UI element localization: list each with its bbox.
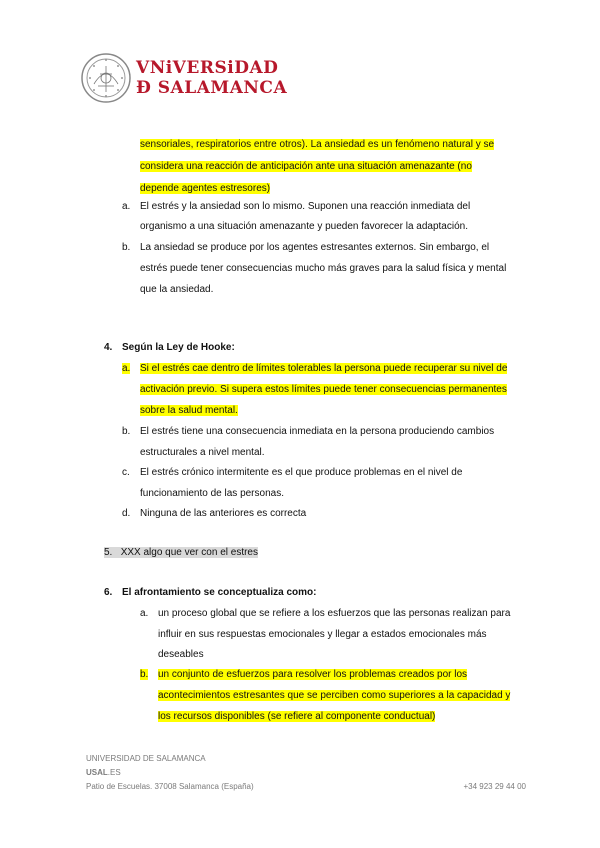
- option-line: estrés puede tener consecuencias mucho más graves para la salud física y mental: [140, 263, 507, 274]
- option-line: organismo a una situación amenazante y pueden favorecer la adaptación.: [140, 221, 468, 232]
- question-number: 6.: [104, 587, 113, 598]
- wordmark-line-2: Ð SALAMANCA: [136, 78, 288, 98]
- option-line: La ansiedad se produce por los agentes estresantes externos. Sin embargo, el: [140, 242, 490, 253]
- option-line: El estrés tiene una consecuencia inmediata en la persona produciendo cambios: [140, 426, 495, 437]
- question-5-line: [104, 546, 258, 560]
- question-number: 4.: [104, 342, 113, 353]
- option-line: un proceso global que se refiere a los esfuerzos que las personas realizan para: [158, 608, 511, 619]
- footer-phone: +34 923 29 44 00: [463, 782, 526, 791]
- question-number: 5.: [104, 547, 113, 558]
- question-text: Según la Ley de Hooke:: [122, 342, 235, 353]
- option-line: [158, 710, 435, 724]
- option-line: estructurales a nivel mental.: [140, 447, 265, 458]
- option-marker: c.: [122, 467, 130, 478]
- option-line-text: activación previo. Si supera estos límites puede tener consecuencias permanentes: [140, 384, 507, 395]
- option-marker: b.: [122, 242, 131, 253]
- option-line: [158, 689, 510, 703]
- university-seal-icon: [80, 52, 132, 104]
- option-marker: a.: [122, 201, 131, 212]
- continuation-line-1: [140, 138, 515, 152]
- continuation-text-3: depende agentes estresores): [140, 183, 271, 194]
- wordmark-line-1: VNiVERSiDAD: [136, 58, 279, 78]
- option-line: [140, 383, 507, 397]
- continuation-text-1: sensoriales, respiratorios entre otros). La ansiedad es un fenómeno natural y se: [140, 139, 495, 150]
- continuation-line-2: [140, 160, 472, 174]
- question-text: XXX algo que ver con el estres: [120, 547, 258, 558]
- option-marker: a.: [140, 608, 149, 619]
- option-line: Ninguna de las anteriores es correcta: [140, 508, 307, 519]
- option-line: [140, 362, 507, 376]
- option-line: funcionamiento de las personas.: [140, 488, 284, 499]
- option-line-text: sobre la salud mental.: [140, 405, 238, 416]
- page-footer: [86, 752, 526, 794]
- option-line-text: los recursos disponibles (se refiere al componente conductual): [158, 711, 436, 722]
- option-marker-text: b.: [140, 669, 149, 680]
- option-line-text: Si el estrés cae dentro de límites tolerables la persona puede recuperar su nivel de: [140, 363, 508, 374]
- footer-website-rest: .ES: [107, 768, 121, 777]
- option-line: [140, 404, 238, 418]
- option-line: deseables: [158, 649, 204, 660]
- continuation-text-2: considera una reacción de anticipación ante una situación amenazante (no: [140, 161, 472, 172]
- university-wordmark: [136, 58, 288, 98]
- footer-website: [86, 766, 526, 780]
- option-line-text: un conjunto de esfuerzos para resolver los problemas creados por los: [158, 669, 468, 680]
- option-line: influir en sus respuestas emocionales y llegar a estados emocionales más: [158, 629, 487, 640]
- option-line: que la ansiedad.: [140, 284, 214, 295]
- option-marker: d.: [122, 508, 131, 519]
- option-line: [158, 668, 467, 682]
- option-line-text: acontecimientos estresantes que se perciben como superiores a la capacidad y: [158, 690, 511, 701]
- option-line: El estrés crónico intermitente es el que produce problemas en el nivel de: [140, 467, 463, 478]
- option-marker: [122, 362, 130, 376]
- option-marker-text: a.: [122, 363, 131, 374]
- footer-address: Patio de Escuelas. 37008 Salamanca (España): [86, 782, 254, 791]
- continuation-line-3: [140, 182, 270, 196]
- question-5-shaded: [104, 547, 258, 558]
- option-marker: b.: [122, 426, 131, 437]
- option-line: El estrés y la ansiedad son lo mismo. Suponen una reacción inmediata del: [140, 201, 471, 212]
- option-marker: [140, 668, 148, 682]
- footer-university-name: UNIVERSIDAD DE SALAMANCA: [86, 754, 206, 763]
- question-text: El afrontamiento se conceptualiza como:: [122, 587, 317, 598]
- university-logo: [80, 52, 288, 108]
- footer-website-bold: USAL: [86, 768, 108, 777]
